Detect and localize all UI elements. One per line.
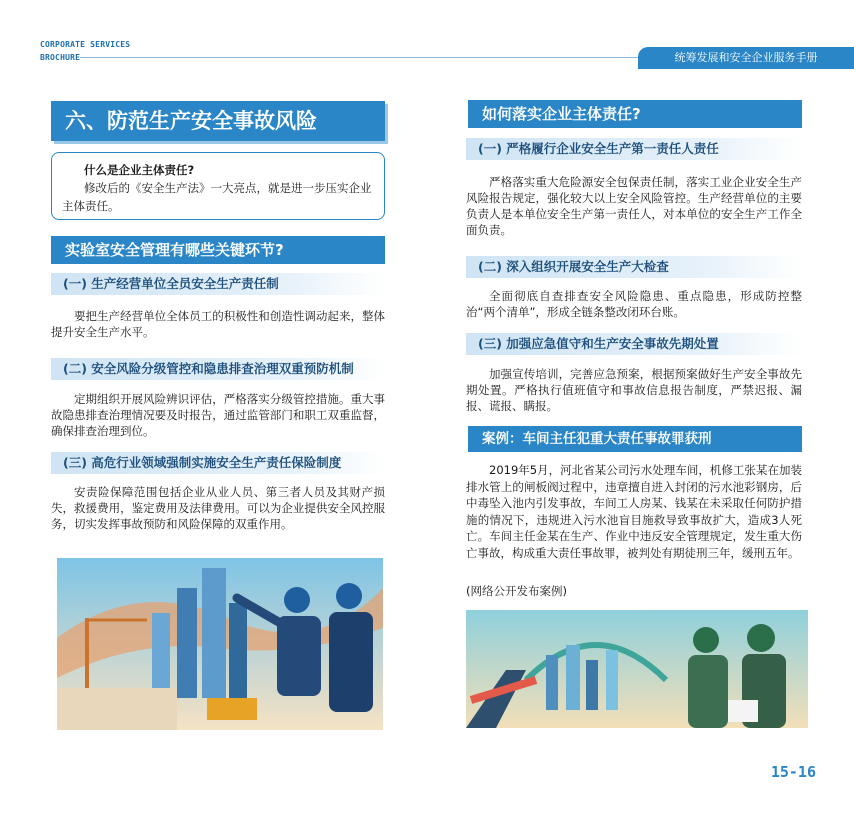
- question: 什么是企业主体责任?: [84, 163, 195, 177]
- brand-line1: CORPORATE SERVICES: [40, 40, 131, 49]
- subheading-left-3: (三) 高危行业领域强制实施安全生产责任保险制度: [51, 452, 385, 474]
- case-heading: 案例：车间主任犯重大责任事故罪获刑: [468, 426, 802, 452]
- paragraph-left-3: 安责险保障范围包括企业从业人员、第三者人员及其财产损失，救援费用，鉴定费用及法律费用。可以为企业提供安全风控服务，切实发挥事故预防和风险保障的双重作用。: [51, 485, 385, 531]
- header-rule: [80, 57, 640, 58]
- subheading-left-2: (二) 安全风险分级管控和隐患排查治理双重预防机制: [51, 358, 385, 380]
- section-heading-left: 实验室安全管理有哪些关键环节?: [51, 236, 385, 264]
- answer: 修改后的《安全生产法》一大亮点，就是进一步压实企业主体责任。: [62, 181, 372, 213]
- engineers-illustration: [466, 610, 808, 728]
- case-source: (网络公开发布案例): [466, 584, 567, 598]
- page-number: 15-16: [770, 763, 816, 781]
- paragraph-right-1: 严格落实重大危险源安全包保责任制，落实工业企业安全生产风险报告规定，强化较大以上安全风险管控。生产经营单位的主要负责人是本单位安全生产第一责任人，对本单位的安全生产工作全面负责。: [466, 175, 802, 237]
- brand: [40, 38, 130, 64]
- subheading-right-1: (一) 严格履行企业安全生产第一责任人责任: [466, 138, 802, 160]
- page-title: 六、防范生产安全事故风险: [51, 101, 385, 141]
- subheading-right-3: (三) 加强应急值守和生产安全事故先期处置: [466, 333, 802, 355]
- subheading-right-2: (二) 深入组织开展安全生产大检查: [466, 256, 802, 278]
- paragraph-left-2: 定期组织开展风险辨识评估，严格落实分级管控措施。重大事故隐患排查治理情况要及时报告，通过监管部门和职工双重监督，确保排查治理到位。: [51, 392, 385, 438]
- paragraph-right-2: 全面彻底自查排查安全风险隐患、重点隐患，形成防控整治“两个清单”，形成全链条整改闭环台账。: [466, 289, 802, 319]
- section-heading-right: 如何落实企业主体责任?: [468, 100, 802, 128]
- subheading-left-1: (一) 生产经营单位全员安全生产责任制: [51, 273, 385, 295]
- paragraph-right-3: 加强宣传培训，完善应急预案，根据预案做好生产安全事故先期处置。严格执行值班值守和事故信息报告制度，严禁迟报、漏报、谎报、瞒报。: [466, 367, 802, 413]
- question-box: [51, 152, 385, 220]
- manual-tag: 统筹发展和安全企业服务手册: [638, 47, 854, 69]
- case-paragraph: 2019年5月，河北省某公司污水处理车间，机修工张某在加装排水管上的闸板阀过程中，违章擅自进入封闭的污水池彩钢房，后中毒坠入池内引发事故，车间工人房某、钱某在未采取任何防护措施的情况下，违规进入污水池盲目施救导致事故扩大，造成3人死亡。车间主任金某在生产、作业中违反安全管理规定，发生重大伤亡事故，构成重大责任事故罪，被判处有期徒刑三年，缓刑五年。: [466, 463, 802, 560]
- brand-line2: BROCHURE: [40, 53, 81, 62]
- workers-illustration: [57, 558, 383, 730]
- paragraph-left-1: 要把生产经营单位全体员工的积极性和创造性调动起来，整体提升安全生产水平。: [51, 309, 385, 339]
